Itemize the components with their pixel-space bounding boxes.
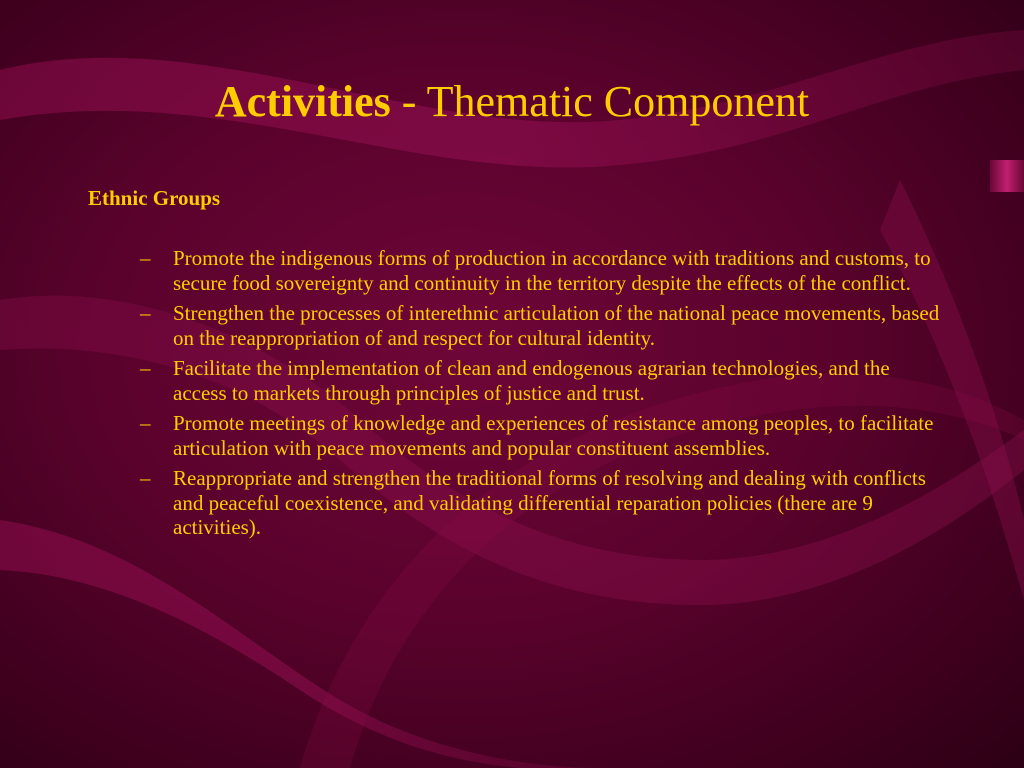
- edge-tab: [990, 160, 1024, 192]
- bullet-text: Promote the indigenous forms of production in accordance with traditions and customs, to secure food sovereignty and continuity in the territory despite the effects of the conflict.: [173, 246, 931, 295]
- section-heading: Ethnic Groups: [88, 186, 221, 210]
- dash-marker: –: [140, 411, 151, 435]
- bullet-item: [140, 246, 940, 295]
- dash-marker: –: [140, 301, 151, 325]
- bullet-item: [140, 301, 940, 350]
- slide-title: [0, 74, 1024, 130]
- bullet-text: Facilitate the implementation of clean and endogenous agrarian technologies, and the access to markets through principles of justice and trust.: [173, 356, 890, 405]
- title-regular-part: - Thematic Component: [390, 77, 810, 126]
- dash-marker: –: [140, 466, 151, 490]
- bullet-item: [140, 411, 940, 460]
- bullet-list: [140, 246, 940, 546]
- bullet-item: [140, 356, 940, 405]
- bullet-item: [140, 466, 940, 540]
- dash-marker: –: [140, 246, 151, 270]
- bullet-text: Reappropriate and strengthen the traditional forms of resolving and dealing with conflicts and peaceful coexistence, and validating differential reparation policies (there are 9 activities).: [173, 466, 926, 539]
- dash-marker: –: [140, 356, 151, 380]
- title-bold-part: Activities: [214, 77, 391, 126]
- bullet-text: Promote meetings of knowledge and experiences of resistance among peoples, to facilitate articulation with peace movements and popular constituent assemblies.: [173, 411, 934, 460]
- bullet-text: Strengthen the processes of interethnic articulation of the national peace movements, based on the reappropriation of and respect for cultural identity.: [173, 301, 940, 350]
